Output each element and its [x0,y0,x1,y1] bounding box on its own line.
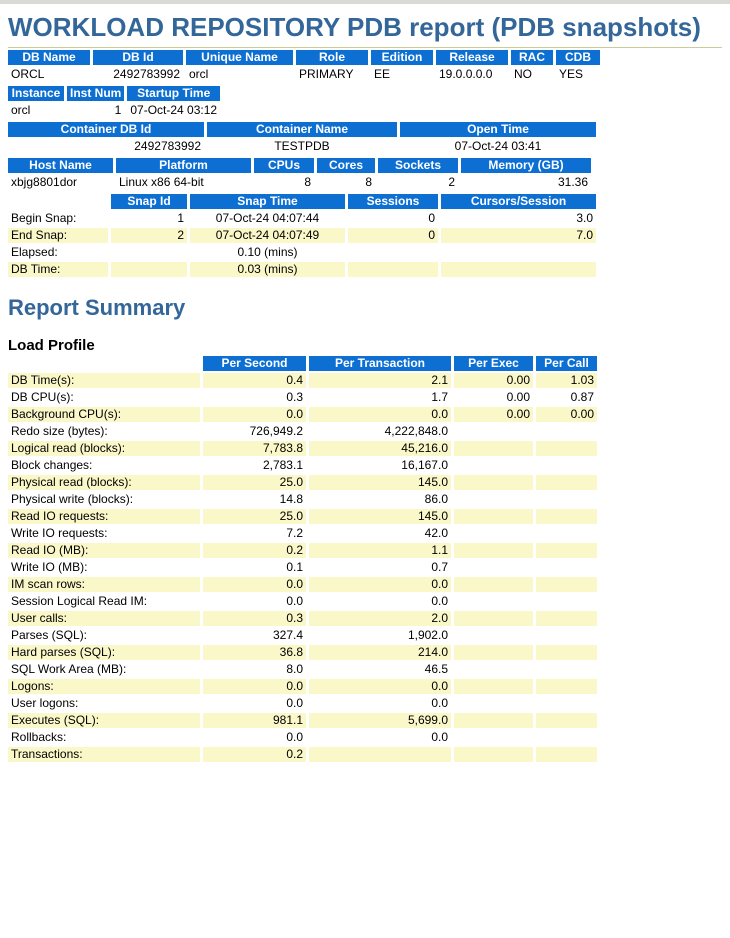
cell: 07-Oct-24 04:07:44 [190,211,345,226]
cell [536,713,597,728]
table-row [8,262,596,277]
cell: 8.0 [203,662,306,677]
cell: 8 [254,175,314,190]
cell: Physical write (blocks): [8,492,200,507]
corner-cell [8,356,200,371]
cell [441,245,596,260]
column-header: Sockets [378,158,458,173]
column-header: DB Name [8,50,90,65]
cell: 2.0 [309,611,451,626]
cell [536,628,597,643]
cell [454,509,533,524]
cell: orcl [186,67,293,82]
table-row [8,662,597,677]
table-row [8,211,596,226]
cell [454,645,533,660]
cell: 0.00 [536,407,597,422]
column-header: Memory (GB) [461,158,591,173]
column-header: Role [296,50,368,65]
table-row [8,543,597,558]
snapshot-table [5,192,599,279]
cell: 214.0 [309,645,451,660]
column-header: Instance [8,86,64,101]
cell: 45,216.0 [309,441,451,456]
cell: Elapsed: [8,245,108,260]
cell [536,645,597,660]
page-title: WORKLOAD REPOSITORY PDB report (PDB snapshots) [8,13,722,48]
cell: 0.00 [454,407,533,422]
column-header: Container Name [207,122,397,137]
column-header: Open Time [400,122,596,137]
cell [536,611,597,626]
table-row [8,611,597,626]
cell: User calls: [8,611,200,626]
table-row [8,713,597,728]
cell: End Snap: [8,228,108,243]
table-row [8,645,597,660]
cell: 2,783.1 [203,458,306,473]
top-strip [0,0,730,4]
header-row [8,356,597,371]
instance-table [5,84,223,120]
cell: 07-Oct-24 03:41 [400,139,596,154]
cell: Rollbacks: [8,730,200,745]
table-row [8,407,597,422]
cell: 0.0 [203,696,306,711]
cell: 0.3 [203,390,306,405]
table-row [8,103,220,118]
column-header: Snap Time [190,194,345,209]
table-row [8,424,597,439]
table-row [8,509,597,524]
cell [536,492,597,507]
cell [536,526,597,541]
cell: Background CPU(s): [8,407,200,422]
cell: 86.0 [309,492,451,507]
cell: Logical read (blocks): [8,441,200,456]
table-row [8,441,597,456]
cell [454,475,533,490]
table-row [8,139,596,154]
column-header: Release [436,50,508,65]
cell: 2 [111,228,187,243]
cell [536,696,597,711]
cell: 0.1 [203,560,306,575]
cell: 1 [111,211,187,226]
cell: 0.0 [309,577,451,592]
cell: DB CPU(s): [8,390,200,405]
cell [454,458,533,473]
cell [111,245,187,260]
cell [536,679,597,694]
table-row [8,228,596,243]
cell: PRIMARY [296,67,368,82]
cell [454,611,533,626]
table-row [8,747,597,762]
cell: Hard parses (SQL): [8,645,200,660]
cell: 0.0 [309,730,451,745]
table-row [8,373,597,388]
header-row [8,194,596,209]
column-header: Unique Name [186,50,293,65]
cell [454,560,533,575]
cell: 7.0 [441,228,596,243]
cell: Parses (SQL): [8,628,200,643]
cell: 1 [67,103,124,118]
table-row [8,679,597,694]
cell: 0 [348,228,438,243]
cell: Logons: [8,679,200,694]
cell: TESTPDB [207,139,397,154]
table-row [8,696,597,711]
table-row [8,526,597,541]
cell [536,475,597,490]
cell: 0.10 (mins) [190,245,345,260]
cell [454,543,533,558]
load-profile-table [5,354,600,764]
column-header: Per Second [203,356,306,371]
column-header: Platform [116,158,251,173]
cell: 0.0 [309,696,451,711]
header-row [8,122,596,137]
cell [309,747,451,762]
cell [536,662,597,677]
cell: Write IO requests: [8,526,200,541]
column-header: Per Exec [454,356,533,371]
cell [454,441,533,456]
cell: Session Logical Read IM: [8,594,200,609]
cell: 2.1 [309,373,451,388]
cell [536,577,597,592]
cell: 2492783992 [93,67,183,82]
cell: 8 [317,175,375,190]
column-header: DB Id [93,50,183,65]
report-summary-heading: Report Summary [8,294,186,320]
cell: Write IO (MB): [8,560,200,575]
column-header: CDB [556,50,600,65]
cell [441,262,596,277]
cell: 25.0 [203,475,306,490]
cell: 0.2 [203,747,306,762]
cell: 07-Oct-24 04:07:49 [190,228,345,243]
load-profile-heading: Load Profile [8,336,95,354]
cell: 5,699.0 [309,713,451,728]
cell [454,577,533,592]
cell [536,441,597,456]
cell [348,245,438,260]
cell: IM scan rows: [8,577,200,592]
cell: 0.3 [203,611,306,626]
cell: EE [371,67,433,82]
cell: 4,222,848.0 [309,424,451,439]
host-table [5,156,594,192]
cell: 0.00 [454,390,533,405]
column-header: Snap Id [111,194,187,209]
cell: Linux x86 64-bit [116,175,251,190]
table-row [8,594,597,609]
cell: 1.1 [309,543,451,558]
cell: 16,167.0 [309,458,451,473]
cell [454,526,533,541]
cell [454,492,533,507]
cell: 2492783992 [8,139,204,154]
cell: 0.2 [203,543,306,558]
table-row [8,245,596,260]
cell: 42.0 [309,526,451,541]
cell: 145.0 [309,475,451,490]
cell: 327.4 [203,628,306,643]
cell: 0.0 [203,407,306,422]
cell: Executes (SQL): [8,713,200,728]
cell: 0.7 [309,560,451,575]
cell [536,594,597,609]
cell: 7.2 [203,526,306,541]
table-row [8,560,597,575]
cell: DB Time: [8,262,108,277]
cell: 46.5 [309,662,451,677]
table-row [8,67,600,82]
column-header: Per Transaction [309,356,451,371]
cell [454,594,533,609]
cell: YES [556,67,600,82]
table-row [8,492,597,507]
cell: 1.7 [309,390,451,405]
db-info-table [5,48,603,84]
column-header: CPUs [254,158,314,173]
cell [454,730,533,745]
cell: 31.36 [461,175,591,190]
cell: Read IO requests: [8,509,200,524]
container-table [5,120,599,156]
cell: Begin Snap: [8,211,108,226]
cell [348,262,438,277]
cell [536,509,597,524]
cell: 0.0 [309,407,451,422]
cell [454,679,533,694]
corner-cell [8,194,108,209]
cell: Physical read (blocks): [8,475,200,490]
cell: 0.0 [309,679,451,694]
cell: 0.87 [536,390,597,405]
cell: Block changes: [8,458,200,473]
cell: NO [511,67,553,82]
cell: Read IO (MB): [8,543,200,558]
column-header: Edition [371,50,433,65]
column-header: Cursors/Session [441,194,596,209]
cell: 0.0 [309,594,451,609]
cell: Redo size (bytes): [8,424,200,439]
cell: SQL Work Area (MB): [8,662,200,677]
cell: orcl [8,103,64,118]
cell: 0.0 [203,679,306,694]
cell [536,730,597,745]
cell [454,747,533,762]
cell: 36.8 [203,645,306,660]
cell [111,262,187,277]
table-row [8,628,597,643]
cell [536,747,597,762]
cell: 07-Oct-24 03:12 [127,103,220,118]
cell: User logons: [8,696,200,711]
cell [454,662,533,677]
header-row [8,158,591,173]
column-header: Per Call [536,356,597,371]
cell: 0 [348,211,438,226]
cell [454,696,533,711]
column-header: Startup Time [127,86,220,101]
cell: 0.00 [454,373,533,388]
cell: 1,902.0 [309,628,451,643]
column-header: Host Name [8,158,113,173]
cell: 7,783.8 [203,441,306,456]
cell: 0.0 [203,577,306,592]
cell: 25.0 [203,509,306,524]
cell: 981.1 [203,713,306,728]
cell: 3.0 [441,211,596,226]
column-header: RAC [511,50,553,65]
header-row [8,86,220,101]
table-row [8,175,591,190]
cell: 0.03 (mins) [190,262,345,277]
cell: ORCL [8,67,90,82]
cell: 726,949.2 [203,424,306,439]
cell: 0.0 [203,730,306,745]
cell [536,458,597,473]
cell [536,543,597,558]
cell: xbjg8801dor [8,175,113,190]
cell [536,560,597,575]
column-header: Container DB Id [8,122,204,137]
cell [454,424,533,439]
cell: 0.4 [203,373,306,388]
cell [454,713,533,728]
header-row [8,50,600,65]
table-row [8,390,597,405]
cell: 0.0 [203,594,306,609]
cell: 19.0.0.0.0 [436,67,508,82]
cell [536,424,597,439]
cell: 145.0 [309,509,451,524]
cell: 2 [378,175,458,190]
column-header: Cores [317,158,375,173]
column-header: Sessions [348,194,438,209]
table-row [8,577,597,592]
cell: 1.03 [536,373,597,388]
table-row [8,730,597,745]
cell: DB Time(s): [8,373,200,388]
cell [454,628,533,643]
cell: Transactions: [8,747,200,762]
column-header: Inst Num [67,86,124,101]
table-row [8,475,597,490]
cell: 14.8 [203,492,306,507]
table-row [8,458,597,473]
